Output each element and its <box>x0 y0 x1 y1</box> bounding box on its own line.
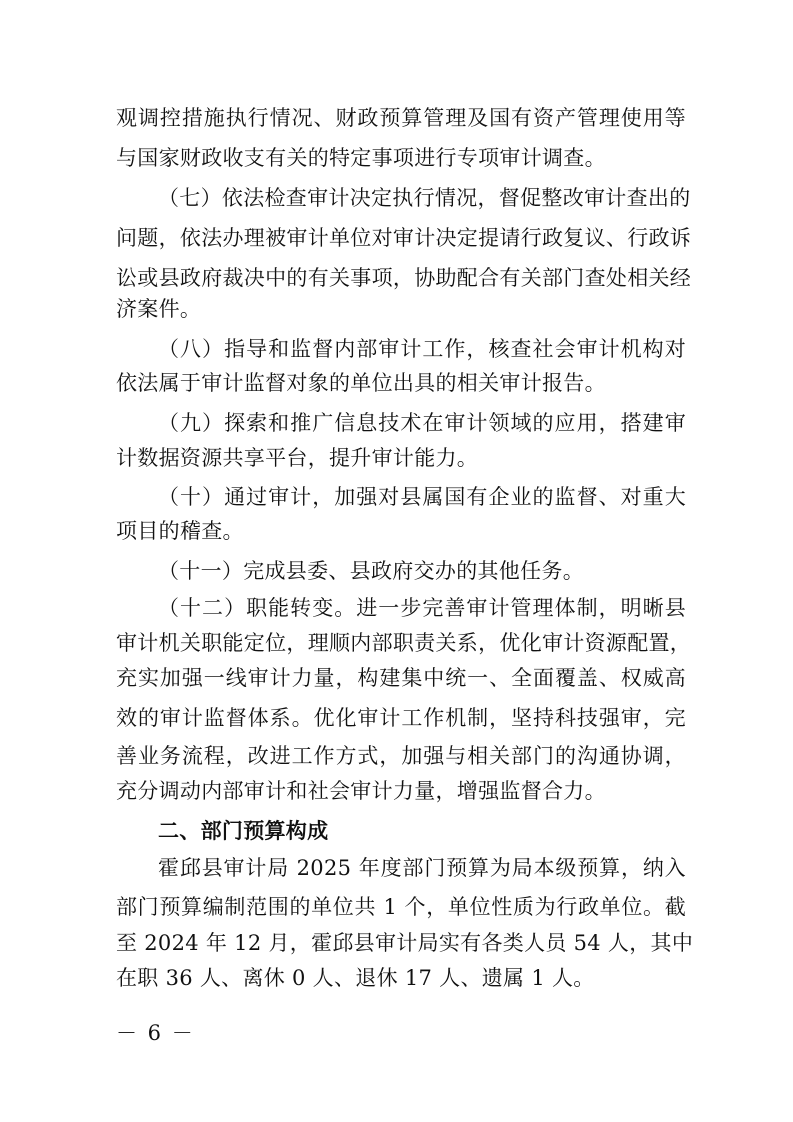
paragraph-line: （七）依法检查审计决定执行情况，督促整改审计查出的 <box>158 186 691 210</box>
paragraph-line: （十一）完成县委、县政府交办的其他任务。 <box>158 559 584 583</box>
paragraph-line: 项目的稽查。 <box>116 519 244 543</box>
paragraph-line: （九）探索和推广信息技术在审计领域的应用，搭建审 <box>158 411 686 435</box>
paragraph-line: （十）通过审计，加强对县属国有企业的监督、对重大 <box>158 485 686 509</box>
paragraph-line: 问题，依法办理被审计单位对审计决定提请行政复议、行政诉 <box>116 226 692 250</box>
paragraph-line: 讼或县政府裁决中的有关事项，协助配合有关部门查处相关经 <box>116 266 692 290</box>
paragraph-line: 与国家财政收支有关的特定事项进行专项审计调查。 <box>116 146 606 170</box>
paragraph-line: 济案件。 <box>116 297 202 321</box>
paragraph-line: 在职 36 人、离休 0 人、退休 17 人、遗属 1 人。 <box>116 966 595 990</box>
paragraph-line: 效的审计监督体系。优化审计工作机制，坚持科技强审，完 <box>116 706 686 730</box>
paragraph-line: 计数据资源共享平台，提升审计能力。 <box>116 446 479 470</box>
paragraph-line: 部门预算编制范围的单位共 1 个，单位性质为行政单位。截 <box>116 895 686 919</box>
paragraph-line: 霍邱县审计局 2025 年度部门预算为局本级预算，纳入 <box>158 856 686 880</box>
paragraph-line: 充实加强一线审计力量，构建集中统一、全面覆盖、权威高 <box>116 666 686 690</box>
paragraph-line: 充分调动内部审计和社会审计力量，增强监督合力。 <box>116 779 606 803</box>
paragraph-line: （十二）职能转变。进一步完善审计管理体制，明晰县 <box>158 596 686 620</box>
paragraph-line: 依法属于审计监督对象的单位出具的相关审计报告。 <box>116 371 606 395</box>
paragraph-line: 审计机关职能定位，理顺内部职责关系，优化审计资源配置， <box>116 631 692 655</box>
paragraph-line: 善业务流程，改进工作方式，加强与相关部门的沟通协调， <box>116 744 686 768</box>
page-number: － 6 － <box>116 1021 195 1045</box>
paragraph-line: 观调控措施执行情况、财政预算管理及国有资产管理使用等 <box>116 106 686 130</box>
section-heading: 二、部门预算构成 <box>158 819 329 843</box>
paragraph-line: 至 2024 年 12 月，霍邱县审计局实有各类人员 54 人，其中 <box>116 931 694 955</box>
paragraph-line: （八）指导和监督内部审计工作，核查社会审计机构对 <box>158 337 686 361</box>
